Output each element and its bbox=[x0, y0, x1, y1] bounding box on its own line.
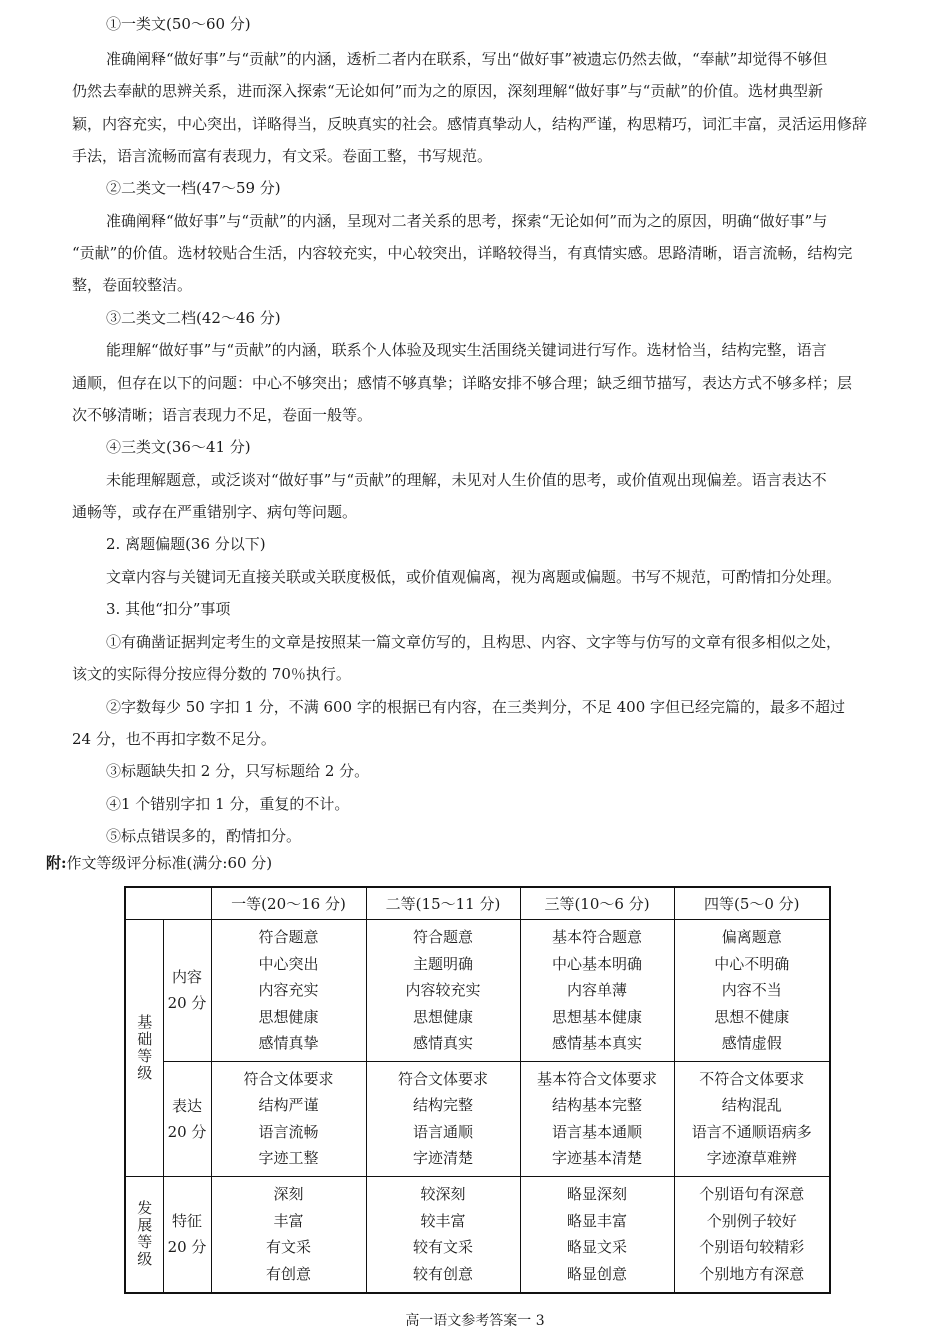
table-cell bbox=[211, 1061, 366, 1176]
grade-1-heading: ①一类文(50～60 分) bbox=[106, 15, 251, 33]
table-cell bbox=[211, 920, 366, 1062]
deduction-item-4: ④1 个错别字扣 1 分，重复的不计。 bbox=[106, 795, 350, 813]
row-label-feature bbox=[163, 1176, 211, 1293]
appendix-title bbox=[46, 851, 272, 875]
cell-line: 略显丰富 bbox=[566, 1211, 627, 1230]
cell-line: 内容较充实 bbox=[405, 981, 481, 999]
row-label-score: 20 分 bbox=[167, 1122, 207, 1141]
grade-2b-text-line: 能理解“做好事”与“贡献”的内涵，联系个人体验及现实生活围绕关键词进行写作。选材恰当，结构完整，语言 bbox=[106, 341, 827, 359]
header-level-3: 三等(10～6 分) bbox=[520, 887, 674, 920]
cell-line: 思想健康 bbox=[258, 1007, 319, 1026]
deduction-heading: 3. 其他“扣分”事项 bbox=[106, 600, 231, 618]
row-label-text: 内容 bbox=[171, 968, 202, 987]
cell-line: 较丰富 bbox=[420, 1211, 466, 1230]
cell-line: 结构基本完整 bbox=[551, 1096, 642, 1114]
cell-text bbox=[521, 1062, 674, 1176]
cell-line: 主题明确 bbox=[412, 954, 473, 973]
deduction-item-5: ⑤标点错误多的，酌情扣分。 bbox=[106, 827, 302, 845]
cell-text bbox=[675, 920, 830, 1061]
cell-line: 个别语句较精彩 bbox=[699, 1238, 805, 1257]
header-level-4: 四等(5～0 分) bbox=[674, 887, 830, 920]
cell-line: 有文采 bbox=[265, 1238, 311, 1257]
cell-line: 字迹基本清楚 bbox=[551, 1149, 642, 1167]
cell-line: 基本符合题意 bbox=[551, 928, 642, 946]
cell-line: 略显文采 bbox=[566, 1238, 627, 1257]
cell-line: 字迹潦草难辨 bbox=[706, 1149, 797, 1167]
cell-line: 内容单薄 bbox=[566, 981, 627, 999]
cell-line: 个别语句有深意 bbox=[699, 1185, 805, 1204]
table-row-feature bbox=[125, 1176, 830, 1293]
cell-line: 符合文体要求 bbox=[397, 1069, 488, 1088]
deduction-item-3: ③标题缺失扣 2 分，只写标题给 2 分。 bbox=[106, 762, 370, 780]
deduction-item-1: ①有确凿证据判定考生的文章是按照某一篇文章仿写的，且构思、内容、文字等与仿写的文章有很多相似之处， bbox=[106, 633, 842, 651]
cell-line: 个别例子较好 bbox=[706, 1211, 797, 1230]
cell-line: 基本符合文体要求 bbox=[536, 1069, 657, 1088]
cell-line: 符合文体要求 bbox=[243, 1069, 334, 1088]
cell-line: 思想不健康 bbox=[714, 1007, 790, 1026]
grade-3-heading: ④三类文(36～41 分) bbox=[106, 438, 251, 456]
cell-line: 思想健康 bbox=[412, 1007, 473, 1026]
cell-line: 不符合文体要求 bbox=[699, 1069, 805, 1088]
table-cell bbox=[520, 1061, 674, 1176]
cell-line: 有创意 bbox=[265, 1264, 311, 1283]
cell-line: 字迹清楚 bbox=[412, 1149, 473, 1167]
row-label-score: 20 分 bbox=[167, 1238, 207, 1257]
table-header-row bbox=[125, 887, 830, 920]
cell-line: 结构严谨 bbox=[258, 1096, 319, 1114]
cell-text bbox=[212, 920, 366, 1061]
grade-1-text-line: 颖，内容充实，中心突出，详略得当，反映真实的社会。感情真挚动人，结构严谨，构思精巧，词汇丰富，灵活运用修辞 bbox=[72, 115, 868, 133]
table-cell bbox=[674, 920, 830, 1062]
table-cell bbox=[674, 1176, 830, 1293]
cell-line: 字迹工整 bbox=[258, 1149, 319, 1167]
row-label-text: 特征 bbox=[171, 1212, 202, 1231]
grade-2b-text-line: 通顺，但存在以下的问题：中心不够突出；感情不够真挚；详略安排不够合理；缺乏细节描写，表达方式不够多样；层 bbox=[72, 374, 853, 392]
cell-line: 较有创意 bbox=[412, 1264, 473, 1283]
row-label-score: 20 分 bbox=[167, 994, 207, 1013]
table-row-content bbox=[125, 920, 830, 1062]
table-cell bbox=[366, 1176, 520, 1293]
cell-text bbox=[367, 1177, 520, 1291]
cell-line: 略显深刻 bbox=[566, 1185, 627, 1204]
deduction-item-2: ②字数每少 50 字扣 1 分，不满 600 字的根据已有内容，在三类判分，不足 400 字但已经完篇的，最多不超过 bbox=[106, 698, 846, 716]
deduction-item-2-cont: 24 分，也不再扣字数不足分。 bbox=[72, 730, 276, 748]
table-cell bbox=[520, 920, 674, 1062]
cell-text bbox=[521, 920, 674, 1061]
cell-line: 个别地方有深意 bbox=[699, 1264, 805, 1283]
cell-line: 较深刻 bbox=[420, 1185, 466, 1204]
grade-1-text-line: 手法，语言流畅而富有表现力，有文采。卷面工整，书写规范。 bbox=[72, 147, 493, 165]
page-footer: 高一语文参考答案一 3 bbox=[405, 1313, 545, 1329]
table-cell bbox=[674, 1061, 830, 1176]
cell-text bbox=[212, 1062, 366, 1176]
cell-text bbox=[675, 1177, 830, 1291]
table-cell bbox=[366, 920, 520, 1062]
grade-2a-text-line: 准确阐释“做好事”与“贡献”的内涵，呈现对二者关系的思考，探索“无论如何”而为之的原因，明确“做好事”与 bbox=[106, 212, 828, 230]
group-develop bbox=[125, 1176, 163, 1293]
cell-line: 内容不当 bbox=[721, 981, 782, 999]
cell-line: 深刻 bbox=[273, 1185, 304, 1204]
cell-line: 感情真挚 bbox=[258, 1034, 319, 1052]
cell-line: 中心基本明确 bbox=[551, 954, 642, 973]
grade-3-text-line: 未能理解题意，或泛谈对“做好事”与“贡献”的理解，未见对人生价值的思考，或价值观出现偏差。语言表达不 bbox=[106, 471, 827, 489]
cell-text bbox=[367, 920, 520, 1061]
grade-1-text-line: 仍然去奉献的思辨关系，进而深入探索“无论如何”而为之的原因，深刻理解“做好事”与“贡献”的价值。选材典型新 bbox=[72, 82, 824, 100]
cell-line: 感情真实 bbox=[412, 1034, 473, 1052]
group-develop-label: 发展等级 bbox=[135, 1200, 154, 1269]
grading-standard-table bbox=[124, 886, 831, 1294]
cell-line: 符合题意 bbox=[412, 928, 473, 946]
cell-line: 语言流畅 bbox=[258, 1122, 319, 1141]
cell-text bbox=[212, 1177, 366, 1291]
cell-line: 结构完整 bbox=[412, 1096, 473, 1114]
cell-line: 感情虚假 bbox=[721, 1034, 782, 1052]
grade-3-text-line: 通畅等，或存在严重错别字、病句等问题。 bbox=[72, 503, 358, 521]
table-cell bbox=[211, 1176, 366, 1293]
cell-line: 略显创意 bbox=[566, 1264, 627, 1283]
table-row-expression bbox=[125, 1061, 830, 1176]
corner-cell bbox=[125, 887, 211, 920]
cell-text bbox=[367, 1062, 520, 1176]
cell-line: 中心突出 bbox=[258, 954, 319, 973]
cell-text bbox=[521, 1177, 674, 1291]
appendix-prefix: 附: bbox=[46, 854, 67, 872]
header-level-2: 二等(15～11 分) bbox=[366, 887, 520, 920]
grade-2a-text-line: “贡献”的价值。选材较贴合生活，内容较充实，中心较突出，详略较得当，有真情实感。思路清晰，语言流畅，结构完 bbox=[72, 244, 853, 262]
row-label-expression bbox=[163, 1061, 211, 1176]
grade-2b-heading: ③二类文二档(42～46 分) bbox=[106, 309, 281, 327]
off-topic-text: 文章内容与关键词无直接关联或关联度极低，或价值观偏离，视为离题或偏题。书写不规范，可酌情扣分处理。 bbox=[106, 568, 842, 586]
header-level-1: 一等(20～16 分) bbox=[211, 887, 366, 920]
row-label-content bbox=[163, 920, 211, 1062]
cell-line: 较有文采 bbox=[412, 1238, 473, 1257]
cell-line: 语言通顺 bbox=[412, 1122, 473, 1141]
cell-line: 语言基本通顺 bbox=[551, 1122, 642, 1141]
cell-line: 丰富 bbox=[273, 1211, 304, 1230]
cell-line: 符合题意 bbox=[258, 928, 319, 946]
cell-line: 语言不通顺语病多 bbox=[691, 1122, 812, 1141]
cell-line: 中心不明确 bbox=[714, 954, 790, 973]
cell-line: 感情基本真实 bbox=[551, 1034, 642, 1052]
cell-line: 思想基本健康 bbox=[551, 1007, 642, 1026]
grade-2b-text-line: 次不够清晰；语言表现力不足，卷面一般等。 bbox=[72, 406, 373, 424]
row-label-text: 表达 bbox=[171, 1096, 202, 1115]
grade-2a-heading: ②二类文一档(47～59 分) bbox=[106, 179, 281, 197]
deduction-item-1-cont: 该文的实际得分按应得分数的 70％执行。 bbox=[72, 665, 351, 683]
group-basic-label: 基础等级 bbox=[135, 1013, 154, 1082]
appendix-title-text: 作文等级评分标准(满分:60 分) bbox=[66, 854, 273, 872]
cell-text bbox=[675, 1062, 830, 1176]
off-topic-heading: 2. 离题偏题(36 分以下) bbox=[106, 535, 266, 553]
cell-line: 结构混乱 bbox=[721, 1096, 782, 1114]
grade-1-text-line: 准确阐释“做好事”与“贡献”的内涵，透析二者内在联系，写出“做好事”被遗忘仍然去做，“奉献”却觉得不够但 bbox=[106, 50, 828, 68]
cell-line: 内容充实 bbox=[258, 981, 319, 999]
table-cell bbox=[366, 1061, 520, 1176]
grade-2a-text-line: 整，卷面较整洁。 bbox=[72, 276, 193, 294]
cell-line: 偏离题意 bbox=[721, 928, 782, 946]
table-cell bbox=[520, 1176, 674, 1293]
group-basic bbox=[125, 920, 163, 1177]
